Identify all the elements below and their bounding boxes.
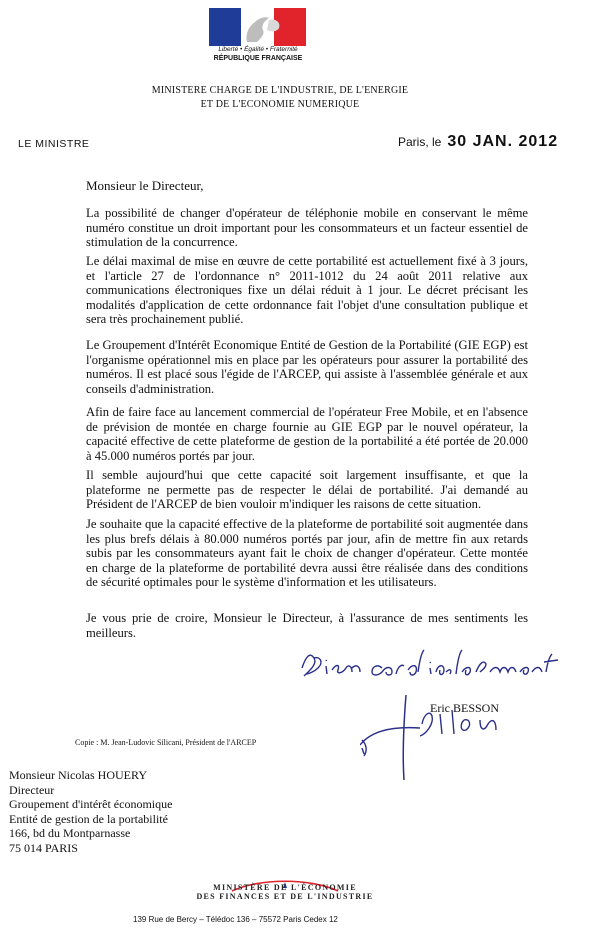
footer-address: 139 Rue de Bercy – Télédoc 136 – 75572 Paris Cedex 12 (133, 915, 338, 924)
republic-name: RÉPUBLIQUE FRANÇAISE (213, 55, 303, 62)
marianne-logo (209, 8, 306, 46)
paragraph-6: Je souhaite que la capacité effective de la plateforme de portabilité soit augmentée dans les plus brefs délais à 80.000 numéros portés par jour, afin de mettre fin aux retards subis par les consommateurs ayant fait le choix de changer d'opérateur. Cette montée en charge de la plateforme de portabilité devra aussi être réalisée dans des conditions de sécurité optimales pour le système d'information et les utilisateurs. (86, 517, 528, 590)
footer-ministry-line-1: MINISTÈRE DE L'ÉCONOMIE (213, 883, 357, 892)
date-place: Paris, le (398, 135, 442, 149)
copy-note: Copie : M. Jean-Ludovic Silicani, Président de l'ARCEP (75, 738, 257, 747)
paragraph-4: Afin de faire face au lancement commercial de l'opérateur Free Mobile, et en l'absence de prévision de montée en charge fournie au GIE EGP par le nouvel opérateur, la capacité effective de cette plateforme de gestion de la portabilité a été portée de 20.000 à 45.000 numéros portés par jour. (86, 405, 528, 463)
paragraph-5: Il semble aujourd'hui que cette capacité soit largement insuffisante, et que la plateforme ne permette pas de respecter le délai de portabilité. J'ai demandé au Président de l'ARCEP de bien vouloir m'indiquer les raisons de cette situation. (86, 468, 528, 512)
handwritten-closing (300, 638, 605, 688)
recipient-address (9, 768, 172, 855)
minister-label: LE MINISTRE (18, 138, 90, 150)
signature (360, 690, 530, 785)
recipient-title: Directeur (9, 782, 55, 797)
ministry-heading (110, 84, 450, 112)
recipient-street: 166, bd du Montparnasse (9, 826, 131, 840)
ministry-line-2: ET DE L'ECONOMIE NUMERIQUE (200, 99, 360, 110)
footer-ministry (180, 883, 390, 901)
recipient-org-2: Entité de gestion de la portabilité (9, 811, 168, 826)
recipient-org-1: Groupement d'intérêt économique (9, 797, 173, 811)
paragraph-2: Le délai maximal de mise en œuvre de cette portabilité est actuellement fixé à 3 jours, et l'article 27 de l'ordonnance n° 2011-1012 du 24 août 2011 relative aux communications électroniques fixe un délai réduit à 1 jour. Le décret précisant les modalités d'application de cette ordonnance fait l'objet d'une consultation publique et sera très prochainement publié. (86, 254, 528, 327)
date-stamp: 30 JAN. 2012 (447, 133, 559, 150)
paragraph-1: La possibilité de changer d'opérateur de téléphonie mobile en conservant le même numéro constitue un droit important pour les consommateurs et un facteur essentiel de stimulation de la concurrence. (86, 206, 528, 250)
recipient-city: 75 014 PARIS (9, 840, 78, 855)
salutation: Monsieur le Directeur, (86, 178, 204, 193)
signer-name: Eric BESSON (430, 701, 499, 715)
recipient-name: Monsieur Nicolas HOUERY (9, 768, 147, 782)
republic-motto: Liberté • Égalité • Fraternité (218, 46, 298, 53)
paragraph-7: Je vous prie de croire, Monsieur le Directeur, à l'assurance de mes sentiments les meilleurs. (86, 611, 528, 640)
footer-ministry-line-2: DES FINANCES ET DE L'INDUSTRIE (196, 892, 374, 901)
paragraph-3: Le Groupement d'Intérêt Economique Entité de Gestion de la Portabilité (GIE EGP) est l'organisme opérationnel mis en place par les opérateurs pour assurer la portabilité des numéros. Il est placé sous l'égide de l'ARCEP, qui assiste à l'assemblée générale et aux conseils d'administration. (86, 338, 528, 396)
ministry-line-1: MINISTERE CHARGE DE L'INDUSTRIE, DE L'ENERGIE (151, 85, 409, 96)
letter-date (398, 133, 558, 151)
